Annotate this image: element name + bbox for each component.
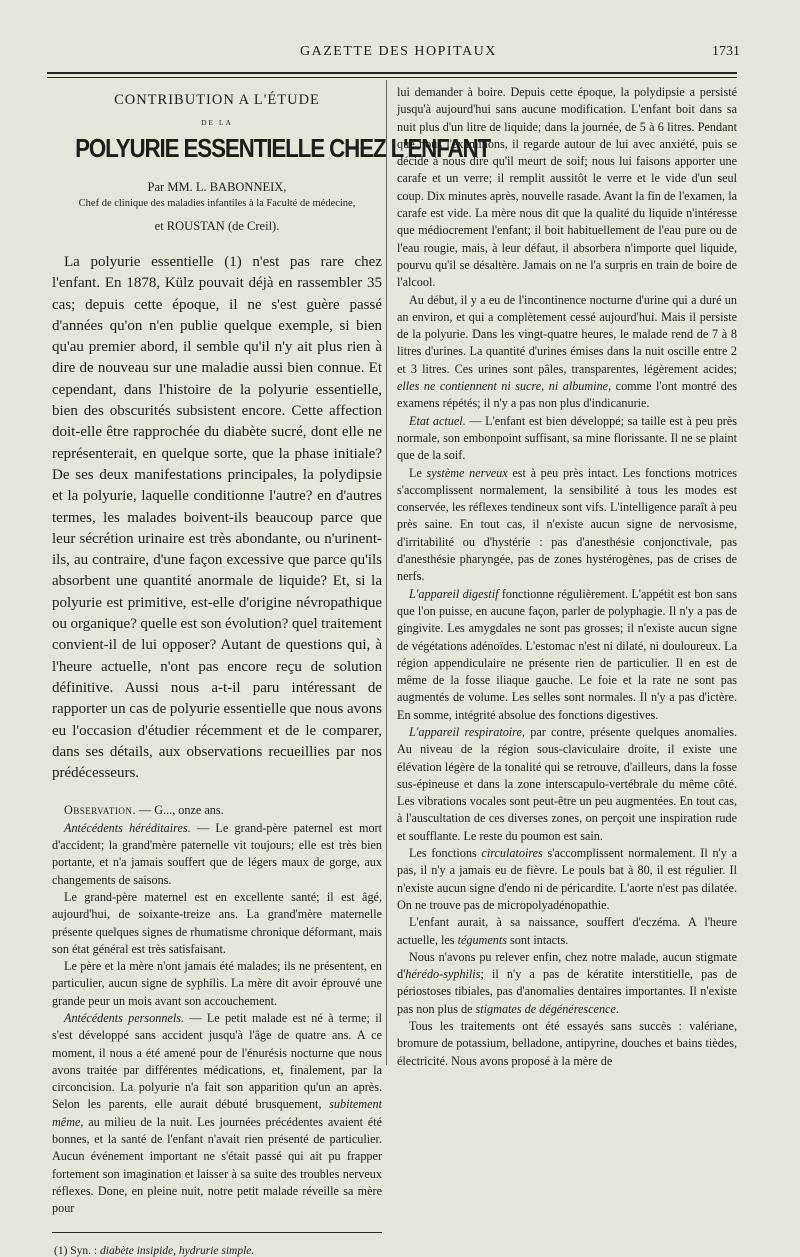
article-title: POLYURIE ESSENTIELLE CHEZ L'ENFANT <box>75 133 491 163</box>
maternal-paragraph: Le grand-père maternel est en excellente santé; il est âgé, aujourd'hui, de soixante-treize ans. La grand'mère maternelle présente quelques signes de rhumatisme chronique déformant, mais son état général est très satisfaisant. <box>52 889 382 956</box>
treatment-paragraph: Tous les traitements ont été essayés sans succès : valériane, bromure de potassium, belladone, antipyrine, douches et bains tièdes, électricité. Nous avons proposé à la mère de <box>397 1019 737 1068</box>
respiratory-italic: L'appareil respiratoire <box>409 724 522 739</box>
parents-paragraph: Le père et la mère n'ont jamais été malades; ils ne présentent, en particulier, aucun signe de syphilis. La mère dit avoir éprouvé une grande peur un mois avant son accouchement. <box>52 959 382 1008</box>
right-column <box>397 84 737 1070</box>
author-affiliation: Chef de clinique des maladies infantiles à la Faculté de médecine, <box>78 198 356 209</box>
nervous-paragraph <box>397 465 737 586</box>
footnote-rule <box>52 1232 382 1233</box>
header-rule-thick <box>47 72 737 74</box>
observation-section <box>52 802 382 1217</box>
nervous-text: est à peu près intact. Les fonctions motrices s'accomplissent normalement, la sensibilité à tous les modes est conservée, les réflexes tendineux sont vifs. L'intelligence paraît à peu près saine. En tout cas, il n'existe aucun signe de nervosisme, d'irritabilité ou d'hystérie : pas d'anesthésie conjonctivale, pas d'anesthésie pharyngée, pas de zones hystérogènes, pas de crises de nerfs. <box>397 465 737 584</box>
digestive-italic: L'appareil digestif <box>409 586 499 601</box>
syphilis-prefix: Nous n'avons pu relever enfin, chez notre malade, aucun stigmate d' <box>397 949 737 982</box>
right-paragraph-1: lui demander à boire. Depuis cette époque, la polydipsie a persisté jusqu'à aujourd'hui sans aucune modification. L'enfant boit dans sa nuit plus d'un litre de liquide; dans la journée, de 5 à 6 litres. Pendant que nous l'examinons, il regarde autour de lui avec anxiété, puis se décide à nous dire qu'il meurt de soif; nous lui faisons apporter une carafe et un verre; il remplit aussitôt le verre et le vide d'un seul coup. Dix minutes après, nouvelle rasade. Avant la fin de l'examen, la carafe est vide. La mère nous dit que la qualité du liquide n'intéresse que médiocrement l'enfant; il boit habituellement de l'eau pure ou de l'eau rougie, mais, à leur défaut, il absorbera n'importe quel liquide, pourvu qu'il se désaltère. Jamais on ne l'a surpris en train de boire de l'alcool. <box>397 85 737 290</box>
nervous-prefix: Le <box>409 465 427 480</box>
hereditary-text: — Le grand-père paternel est mort d'accident; la grand'mère paternelle vit toujours; elle est très bien portante, et n'a jamais souffert que de légers maux de gorge, aux changements de saisons. <box>52 820 382 887</box>
column-divider <box>386 80 387 1065</box>
running-head <box>0 44 800 64</box>
personal-text-a: — Le petit malade est né à terme; il s'est développé sans accident jusqu'à l'âge de quatre ans. A ce moment, il nous a été amené pour de l'énurésis nocturne que nous avons traitée par différentes médications, et, finalement, par la circoncision. La polyurie n'a fait son apparition qu'un an après. Selon les parents, elle aurait débuté brusquement, <box>52 1010 383 1112</box>
nervous-italic: système nerveux <box>426 465 508 480</box>
syphilis-italic: hérédo-syphilis <box>405 967 481 982</box>
digestive-text: fonctionne régulièrement. L'appétit est bon sans que l'on puisse, en aucune façon, parler de polyphagie. Il n'y a pas de gingivite. Les amygdales ne sont pas grosses; il n'existe aucun signe de végétations adénoïdes. L'estomac n'est ni dilaté, ni douloureux. La région appendiculaire ne présente rien de particulier. Il en est de même de la fosse iliaque gauche. Le foie et la rate ne sont pas augmentés de volume. Les selles sont normales. Il n'y a pas d'ictère. En somme, intégrité absolue des fonctions digestives. <box>397 586 737 722</box>
intro-paragraph: La polyurie essentielle (1) n'est pas rare chez l'enfant. En 1878, Külz pouvait déjà en rassembler 35 cas; depuis cette époque, il ne s'est guère passé d'années qu'on n'en publie quelque exemple, si bien qu'au premier abord, il semble qu'il n'y ait plus rien à dire de nouveau sur une maladie aussi bien connue. Et cependant, dans l'histoire de la polyurie essentielle, bien des obscurités subsistent encore. Cette affection doit-elle être rapprochée du diabète sucré, dont elle ne représenterait, en quelque sorte, que la phase initiale? De ses deux manifestations principales, la polydipsie et la polyurie, laquelle conditionne l'autre? en d'autres termes, les malades boivent-ils beaucoup parce que leur sécrétion urinaire est très abondante, ou n'urinent-ils, au contraire, d'une façon excessive que parce qu'ils absorbent une quantité anormale de liquide? Et, si la polyurie est primitive, est-elle d'origine névropathique ou organique? quelle est son évolution? quel traitement convient-il de lui opposer? Autant de questions qui, à l'heure actuelle, n'ont pas encore reçu de solution définitive. Aussi nous a-t-il paru intéressant de rapporter un cas de polyurie essentielle que nous avons eu l'occasion d'étudier récemment et de le comparer, dans ses détails, aux observations recueillies par nos prédécesseurs. <box>52 254 382 782</box>
circulatory-prefix: Les fonctions <box>409 846 482 861</box>
coauthor: et ROUSTAN (de Creil). <box>154 219 280 233</box>
urine-italic: elles ne contiennent ni sucre, ni albumine <box>397 379 609 394</box>
current-state-label: Etat actuel. <box>409 413 466 428</box>
skin-prefix: L'enfant aurait, à sa naissance, souffert d'eczéma. A l'heure actuelle, les <box>397 915 737 947</box>
current-state-paragraph <box>397 413 737 465</box>
respiratory-text: , par contre, présente quelques anomalies. Au niveau de la région sous-claviculaire droite, il existe une élévation légère de la tonalité qui se retrouve, d'ailleurs, dans la fosse sus-épineuse et dans la zone interscapulo-vertébrale du même côté. Les vibrations vocales sont peut-être un peu augmentées. En tout cas, à l'auscultation de ces diverses zones, on perçoit une inspiration rude et soufflante. Le reste du poumon est sain. <box>397 724 737 843</box>
page-number: 1731 <box>712 44 740 59</box>
personal-text-b: , au milieu de la nuit. Les journées précédentes avaient été bonnes, et la santé de l'enfant n'avait rien présenté de particulier. Aucun événement important ne s'était passé qui ait pu frapper fortement son imagination et laisser à sa suite des troubles nerveux réflexes. Done, en pleine nuit, notre petit malade réveille sa mère pour <box>52 1114 382 1216</box>
circulatory-italic: circulatoires <box>481 846 543 861</box>
respiratory-paragraph <box>397 724 737 845</box>
skin-text: sont intacts. <box>507 932 569 947</box>
right-paragraph-2 <box>397 292 737 413</box>
personal-label: Antécédents personnels. <box>64 1010 185 1025</box>
footnote <box>52 1245 382 1257</box>
hereditary-paragraph <box>52 820 382 889</box>
urine-text: Au début, il y a eu de l'incontinence nocturne d'urine qui a duré un an environ, et qui a complètement cessé aujourd'hui. Mais il persiste de la polyurie. Dans les vingt-quatre heures, le malade rend de 7 à 8 litres d'urines. La quantité d'urines émises dans la nuit oscille entre 2 et 3 litres. Ces urines sont pâles, transparentes, légèrement acides; <box>397 292 737 376</box>
syphilis-paragraph <box>397 949 737 1018</box>
current-state-text: — L'enfant est bien développé; sa taille est à peu près normale, son embonpoint suffisant, sa mine florissante. Il ne se plaint que de la soif. <box>397 413 738 463</box>
footnote-prefix: (1) Syn. : <box>54 1244 100 1257</box>
article-connector: DE LA <box>201 118 233 127</box>
observation-heading <box>52 802 382 819</box>
observation-label: Observation. <box>64 803 136 818</box>
digestive-paragraph <box>397 586 737 724</box>
skin-italic: téguments <box>457 932 507 947</box>
skin-paragraph <box>397 914 737 949</box>
header-rule-thin <box>47 77 737 78</box>
circulatory-paragraph <box>397 845 737 914</box>
degeneration-italic: stigmates de dégénérescence <box>475 1001 616 1016</box>
article-kicker: CONTRIBUTION A L'ÉTUDE <box>114 92 320 108</box>
syphilis-text: ; il n'y a pas de kératite interstitielle, pas de périostoses tibiales, pas d'anomalies dentaires importantes. Il n'existe pas non plus de <box>397 967 737 1016</box>
footnote-text: diabète insipide, hydrurie simple. <box>100 1244 255 1257</box>
hereditary-label: Antécédents héréditaires. <box>64 820 191 835</box>
syphilis-end: . <box>615 1001 619 1016</box>
running-title: GAZETTE DES HOPITAUX <box>300 44 497 59</box>
article-byline: Par MM. L. BABONNEIX, <box>147 180 287 194</box>
observation-subject: — G..., onze ans. <box>135 803 224 818</box>
circulatory-text: s'accomplissent normalement. Il n'y a pas, il n'y a jamais eu de fièvre. Le pouls bat à 80, il est régulier. Il n'existe aucun signe d'endo ni de péricardite. L'aorte n'est pas dilatée. On ne trouve pas de micropolyadénopathie. <box>397 846 737 912</box>
urine-end: , comme l'ont montré des examens répétés; il n'y a pas non plus d'indicanurie. <box>397 379 737 411</box>
personal-paragraph <box>52 1010 382 1218</box>
personal-italic: subitement même <box>52 1097 382 1129</box>
